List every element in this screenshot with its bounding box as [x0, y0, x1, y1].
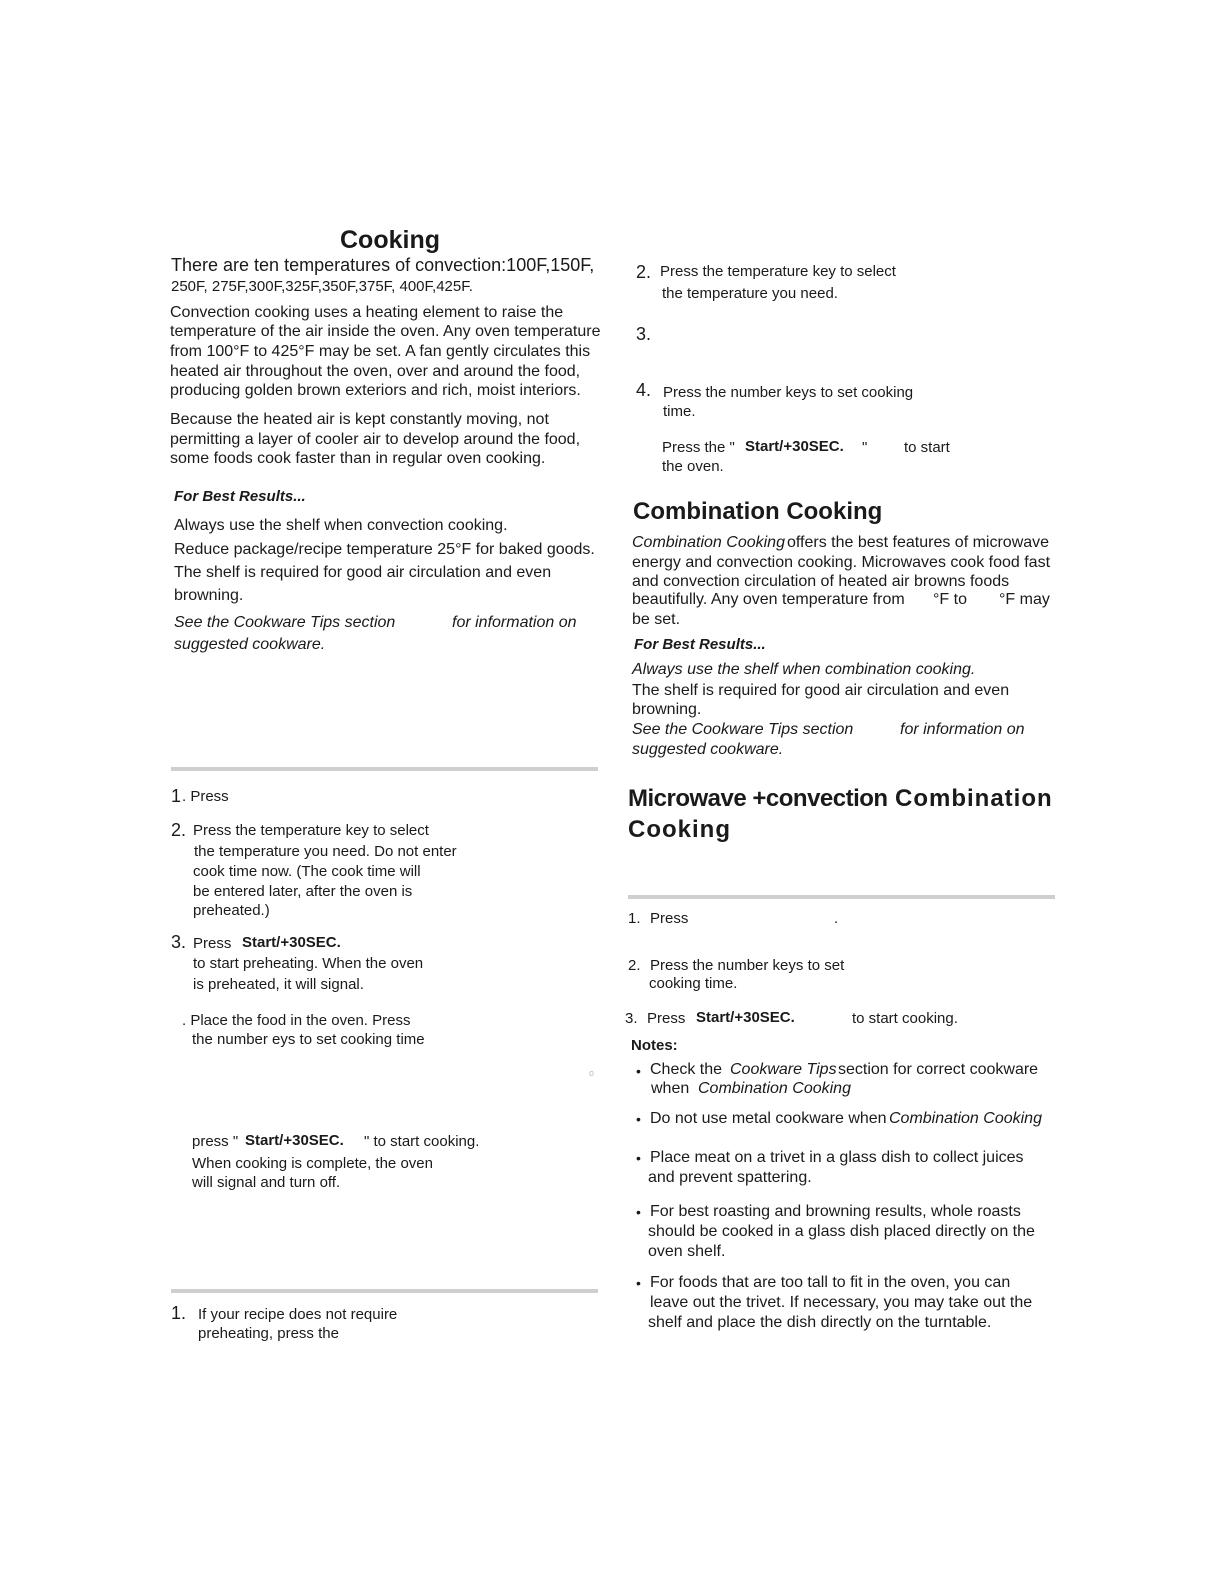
note-text: Do not use metal cookware when [650, 1110, 887, 1127]
microwave-convection-heading-c: Cooking [628, 816, 731, 843]
section-divider [628, 895, 1055, 899]
step-text: the oven. [662, 458, 724, 475]
best-results-heading: For Best Results... [634, 636, 766, 653]
note-text: should be cooked in a glass dish placed directly on the [648, 1223, 1035, 1240]
step-text: Press [647, 1010, 686, 1027]
start-key-label: Start/+30SEC. [696, 1009, 795, 1026]
combo-intro-italic: Combination Cooking [632, 534, 785, 551]
note-text-italic: Combination Cooking [698, 1080, 851, 1097]
bullet-icon: • [636, 1063, 641, 1079]
step-text: preheated.) [193, 902, 270, 919]
cookware-tips-reference: See the Cookware Tips section [632, 721, 854, 738]
step-number: 3. [636, 324, 652, 344]
step-text: the number eys to set cooking time [192, 1031, 425, 1048]
cookware-tips-reference-b: for information on [900, 721, 1025, 738]
step-text: . Press [182, 788, 229, 805]
best-results-line: The shelf is required for good air circulation and even [632, 682, 1010, 699]
step-text: Press the " [662, 439, 735, 456]
note-text: section for correct cookware [838, 1061, 1039, 1078]
step-text: cook time now. (The cook time will [193, 863, 421, 880]
note-text: For best roasting and browning results, whole roasts [650, 1203, 1021, 1220]
paragraph-line: temperature of the air inside the oven. Any oven temperature [170, 323, 601, 340]
step-text: Press the temperature key to select [193, 822, 429, 839]
note-text: Place meat on a trivet in a glass dish to collect juices [650, 1149, 1024, 1166]
paragraph-line: Convection cooking uses a heating element to raise the [170, 304, 564, 321]
note-text: when [651, 1080, 690, 1097]
combo-line: energy and convection cooking. Microwaves cook food fast [632, 554, 1051, 571]
cookware-tips-reference-c: suggested cookware. [632, 741, 784, 758]
note-text: Check the [650, 1061, 723, 1078]
section-divider [171, 767, 598, 771]
intro-line-1: There are ten temperatures of convection:100F,150F, [171, 255, 595, 275]
note-text: For foods that are too tall to fit in the oven, you can [650, 1274, 1011, 1291]
step-text: Press [650, 910, 689, 927]
combo-line: and convection circulation of heated air browns foods [632, 573, 1010, 590]
note-text: and prevent spattering. [648, 1169, 812, 1186]
combination-cooking-heading: Combination Cooking [633, 498, 883, 525]
step-text: " [862, 439, 868, 456]
paragraph-line: some foods cook faster than in regular oven cooking. [170, 450, 546, 467]
step-number: 2. [628, 957, 641, 974]
start-key-label: Start/+30SEC. [745, 438, 844, 455]
start-key-label: Start/+30SEC. [245, 1132, 344, 1149]
step-number: 2. [636, 262, 652, 282]
step-text: to start preheating. When the oven [193, 955, 424, 972]
note-text-italic: Cookware Tips [730, 1061, 837, 1078]
step-text: . [834, 910, 839, 927]
section-divider [171, 1289, 598, 1293]
step-text: will signal and turn off. [192, 1174, 341, 1191]
step-text: time. [663, 403, 696, 420]
combo-line: beautifully. Any oven temperature from [632, 591, 905, 608]
paragraph-line: Because the heated air is kept constantly moving, not [170, 411, 549, 428]
step-text: press " [192, 1133, 239, 1150]
step-text: is preheated, it will signal. [193, 976, 364, 993]
step-text: When cooking is complete, the oven [192, 1155, 433, 1172]
microwave-convection-heading: Microwave +convection [628, 785, 888, 812]
note-text: shelf and place the dish directly on the turntable. [648, 1314, 992, 1331]
best-results-line: Always use the shelf when combination cooking. [632, 661, 976, 678]
note-text: leave out the trivet. If necessary, you may take out the [650, 1294, 1033, 1311]
paragraph-line: from 100°F to 425°F may be set. A fan gently circulates this [170, 343, 591, 360]
bullet-icon: • [636, 1204, 641, 1220]
note-text-italic: Combination Cooking [889, 1110, 1042, 1127]
step-text: Press the number keys to set [650, 957, 845, 974]
step-text: Press [193, 935, 232, 952]
paragraph-line: permitting a layer of cooler air to develop around the food, [170, 431, 581, 448]
best-results-line: The shelf is required for good air circulation and even [174, 564, 552, 581]
step-number: 1. [628, 910, 641, 927]
cookware-tips-reference-b: for information on [452, 614, 577, 631]
bullet-icon: • [636, 1111, 641, 1127]
best-results-line: browning. [632, 701, 702, 718]
microwave-convection-heading-b: Combination [895, 785, 1053, 812]
paragraph-line: heated air throughout the oven, over and around the food, [170, 363, 581, 380]
cookware-tips-reference-c: suggested cookware. [174, 636, 326, 653]
step-text: the temperature you need. [662, 285, 838, 302]
step-text: to start cooking. [852, 1010, 958, 1027]
best-results-line: Reduce package/recipe temperature 25°F for baked goods. [174, 541, 595, 558]
note-text: oven shelf. [648, 1243, 726, 1260]
best-results-heading: For Best Results... [174, 488, 306, 505]
cookware-tips-reference: See the Cookware Tips section [174, 614, 396, 631]
faint-mark: o [589, 1068, 595, 1078]
step-number: 3. [171, 932, 187, 952]
best-results-line: browning. [174, 587, 244, 604]
page-title: Cooking [340, 226, 440, 254]
start-key-label: Start/+30SEC. [242, 934, 341, 951]
bullet-icon: • [636, 1150, 641, 1166]
step-number: 1. [171, 1303, 187, 1323]
combo-line: °F to [933, 591, 967, 608]
best-results-line: Always use the shelf when convection cooking. [174, 517, 508, 534]
step-text: . Place the food in the oven. Press [182, 1012, 411, 1029]
paragraph-line: producing golden brown exteriors and rich, moist interiors. [170, 382, 581, 399]
step-number: 1 [171, 786, 182, 806]
intro-line-2: 250F, 275F,300F,325F,350F,375F, 400F,425F. [171, 278, 473, 295]
combo-line: °F may [999, 591, 1050, 608]
notes-heading: Notes: [631, 1037, 678, 1054]
step-text: to start [904, 439, 950, 456]
combo-intro: offers the best features of microwave [787, 534, 1050, 551]
step-text: Press the number keys to set cooking [663, 384, 914, 401]
step-text: cooking time. [649, 975, 738, 992]
step-text: preheating, press the [198, 1325, 339, 1342]
bullet-icon: • [636, 1275, 641, 1291]
step-text: " to start cooking. [364, 1133, 480, 1150]
step-text: be entered later, after the oven is [193, 883, 413, 900]
combo-line: be set. [632, 611, 681, 628]
step-text: If your recipe does not require [198, 1306, 398, 1323]
step-number: 3. [625, 1010, 638, 1027]
step-text: the temperature you need. Do not enter [194, 843, 457, 860]
step-number: 4. [636, 380, 652, 400]
step-text: Press the temperature key to select [660, 263, 896, 280]
step-number: 2. [171, 820, 187, 840]
